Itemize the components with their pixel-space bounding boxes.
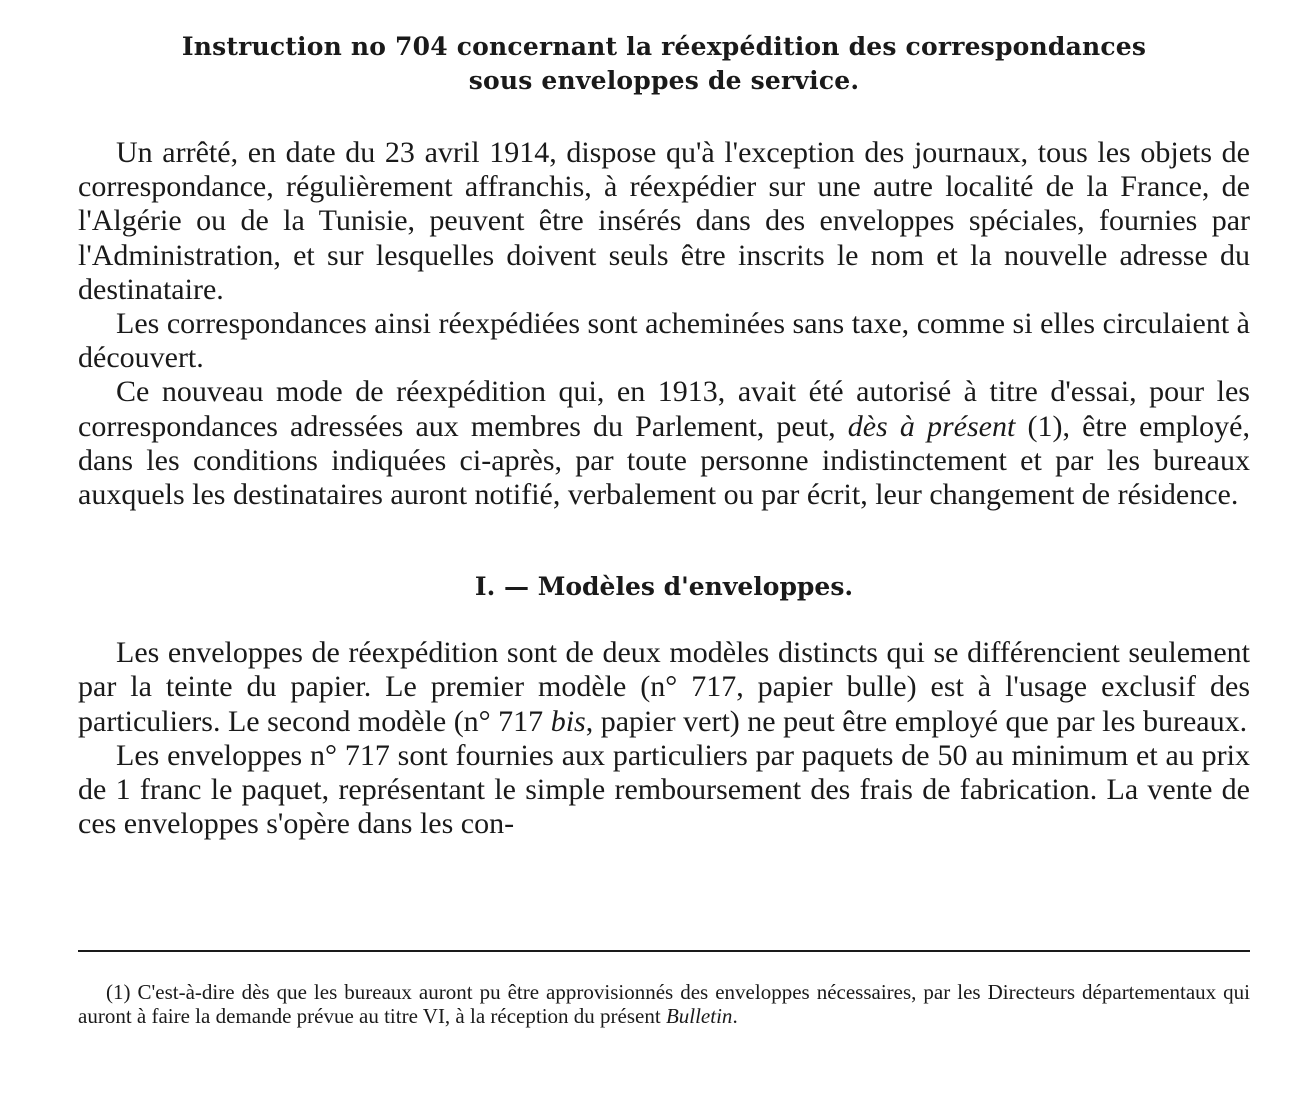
footnote-text	[78, 980, 1250, 1028]
title-line-2: sous enveloppes de service.	[468, 66, 860, 95]
section1-p1-before: Les enveloppes de réexpédition sont de deux modèles distincts qui se différencient seulement par la teinte du papier. Le premier modèle (n° 717, papier bulle) est à l'usage exclusif des particuliers. Le second modèle (n° 717	[78, 636, 1250, 738]
intro-p3-before: Ce nouveau mode de réexpédition qui, en 1913, avait été autorisé à titre d'essai, pour les correspondances adressées aux membres du Parlement, peut,	[78, 375, 1250, 443]
document-page	[78, 30, 1250, 841]
footnote-before: (1) C'est-à-dire dès que les bureaux auront pu être approvisionnés des enveloppes nécessaires, par les Directeurs départementaux qui auront à faire la demande prévue au titre VI, à la réception du présent	[78, 980, 1250, 1028]
intro-paragraph-3	[78, 375, 1250, 512]
section1-paragraph-1	[78, 636, 1250, 739]
intro-paragraph-1: Un arrêté, en date du 23 avril 1914, dispose qu'à l'exception des journaux, tous les objets de correspondance, régulièrement affranchis, à réexpédier sur une autre localité de la France, de l'Algérie ou de la Tunisie, peuvent être insérés dans des enveloppes spéciales, fournies par l'Administration, et sur lesquelles doivent seuls être inscrits le nom et la nouvelle adresse du destinataire.	[78, 136, 1250, 306]
footnote-divider	[78, 950, 1250, 952]
section-heading: I. — Modèles d'enveloppes.	[474, 572, 854, 602]
document-body	[78, 136, 1250, 841]
title-line-1: Instruction no 704 concernant la réexpédition des correspondances	[181, 32, 1147, 61]
footnote-italic: Bulletin	[665, 1004, 733, 1028]
intro-paragraph-2: Les correspondances ainsi réexpédiées sont acheminées sans taxe, comme si elles circulaient à découvert.	[78, 307, 1250, 375]
footnote-after: .	[732, 1004, 738, 1028]
section1-paragraph-2: Les enveloppes n° 717 sont fournies aux particuliers par paquets de 50 au minimum et au prix de 1 franc le paquet, représentant le simple remboursement des frais de fabrication. La vente de ces enveloppes s'opère dans les con-	[78, 738, 1250, 841]
intro-p3-after: (1), être employé, dans les conditions indiquées ci-après, par toute personne indistinctement et par les bureaux auxquels les destinataires auront notifié, verbalement ou par écrit, leur changement de résidence.	[78, 409, 1250, 512]
section1-p1-italic: bis	[550, 704, 586, 738]
section1-p1-after: , papier vert) ne peut être employé que par les bureaux.	[585, 704, 1248, 738]
intro-p3-italic: dès à présent	[847, 409, 1016, 443]
document-title	[78, 30, 1250, 98]
footnote	[78, 980, 1250, 1028]
